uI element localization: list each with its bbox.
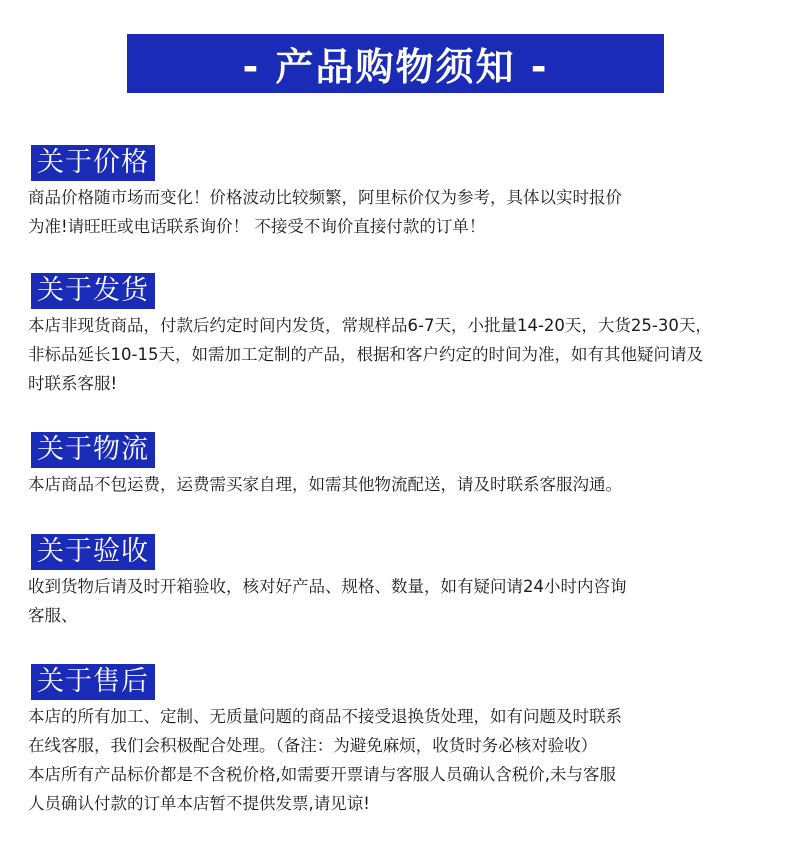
section-price xyxy=(28,145,768,241)
section-line: 本店所有产品标价都是不含税价格,如需要开票请与客服人员确认含税价,未与客服 xyxy=(28,765,616,784)
section-line: 本店非现货商品，付款后约定时间内发货，常规样品6-7天，小批量14-20天，大货25-30天， xyxy=(28,316,712,335)
section-line: 本店的所有加工、定制、无质量问题的商品不接受退换货处理，如有问题及时联系 xyxy=(28,707,622,726)
section-line: 为准!请旺旺或电话联系询价！ 不接受不询价直接付款的订单！ xyxy=(28,217,486,236)
section-line: 本店商品不包运费，运费需买家自理，如需其他物流配送，请及时联系客服沟通。 xyxy=(28,475,622,494)
section-line: 非标品延长10-15天，如需加工定制的产品，根据和客户约定的时间为准，如有其他疑问请及 xyxy=(28,345,703,364)
page-title: - 产品购物须知 - xyxy=(242,45,549,89)
section-body-shipping xyxy=(28,311,768,398)
section-heading-price: 关于价格 xyxy=(31,145,155,181)
section-shipping xyxy=(28,273,768,398)
section-body-after-sales xyxy=(28,702,768,818)
section-heading-inspection: 关于验收 xyxy=(31,534,155,570)
section-line: 时联系客服! xyxy=(28,374,118,393)
section-line: 人员确认付款的订单本店暂不提供发票,请见谅! xyxy=(28,794,370,813)
section-after-sales xyxy=(28,664,768,818)
section-body-inspection xyxy=(28,572,768,630)
page-title-banner xyxy=(127,34,664,93)
section-line: 商品价格随市场而变化！价格波动比较频繁，阿里标价仅为参考，具体以实时报价 xyxy=(28,188,622,207)
section-logistics xyxy=(28,432,768,499)
section-line: 收到货物后请及时开箱验收，核对好产品、规格、数量，如有疑问请24小时内咨询 xyxy=(28,577,627,596)
section-heading-shipping: 关于发货 xyxy=(31,273,155,309)
section-line: 客服、 xyxy=(28,606,78,625)
section-line: 在线客服，我们会积极配合处理。（备注：为避免麻烦，收货时务必核对验收） xyxy=(28,736,598,755)
section-body-price xyxy=(28,183,768,241)
section-heading-logistics: 关于物流 xyxy=(31,432,155,468)
section-body-logistics xyxy=(28,470,768,499)
section-inspection xyxy=(28,534,768,630)
section-heading-after-sales: 关于售后 xyxy=(31,664,155,700)
